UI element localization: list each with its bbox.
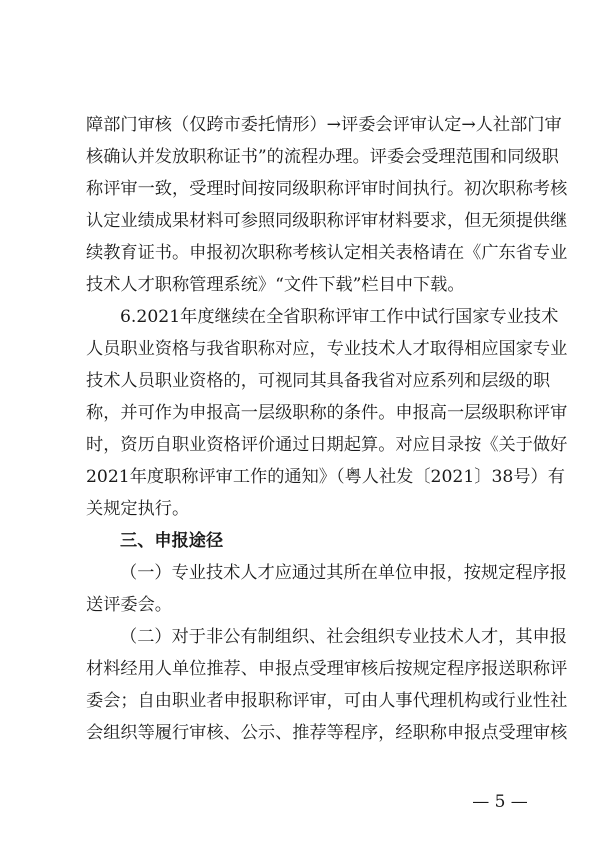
text-line-16: 送评委会。: [86, 595, 172, 615]
text-line-4: 认定业绩成果材料可参照同级职称评审材料要求，但无须提供继: [86, 211, 568, 231]
text-line-19: 委会；自由职业者申报职称评审，可由人事代理机构或行业性社: [86, 691, 568, 711]
page-number: — 5 —: [472, 792, 528, 812]
text-line-2: 核确认并发放职称证书”的流程办理。评委会受理范围和同级职: [86, 147, 559, 167]
text-line-5: 续教育证书。申报初次职称考核认定相关表格请在《广东省专业: [86, 243, 568, 263]
text-line-1: 障部门审核（仅跨市委托情形）→评委会评审认定→人社部门审: [86, 115, 562, 135]
text-line-11: 时，资历自职业资格评价通过日期起算。对应目录按《关于做好: [86, 435, 568, 455]
text-line-13: 关规定执行。: [86, 499, 190, 519]
text-line-20: 会组织等履行审核、公示、推荐等程序，经职称申报点受理审核: [86, 723, 568, 743]
text-line-12: 2021年度职称评审工作的通知》（粤人社发〔2021〕38号）有: [86, 467, 565, 487]
text-line-9: 技术人员职业资格的，可视同其具备我省对应系列和层级的职: [86, 371, 551, 391]
text-line-10: 称，并可作为申报高一层级职称的条件。申报高一层级职称评审: [86, 403, 568, 423]
section-heading: 三、申报途径: [120, 531, 224, 551]
text-line-8: 人员职业资格与我省职称对应，专业技术人才取得相应国家专业: [86, 339, 568, 359]
text-line-3: 称评审一致，受理时间按同级职称评审时间执行。初次职称考核: [86, 179, 568, 199]
item-2-first-line: （二）对于非公有制组织、社会组织专业技术人才，其申报: [120, 627, 567, 647]
paragraph-6-first-line: 6.2021年度继续在全省职称评审工作中试行国家专业技术: [120, 307, 559, 327]
text-line-6: 技术人才职称管理系统》“文件下载”栏目中下载。: [86, 275, 465, 295]
item-1-first-line: （一）专业技术人才应通过其所在单位申报，按规定程序报: [120, 563, 567, 583]
text-line-18: 材料经用人单位推荐、申报点受理审核后按规定程序报送职称评: [86, 659, 568, 679]
